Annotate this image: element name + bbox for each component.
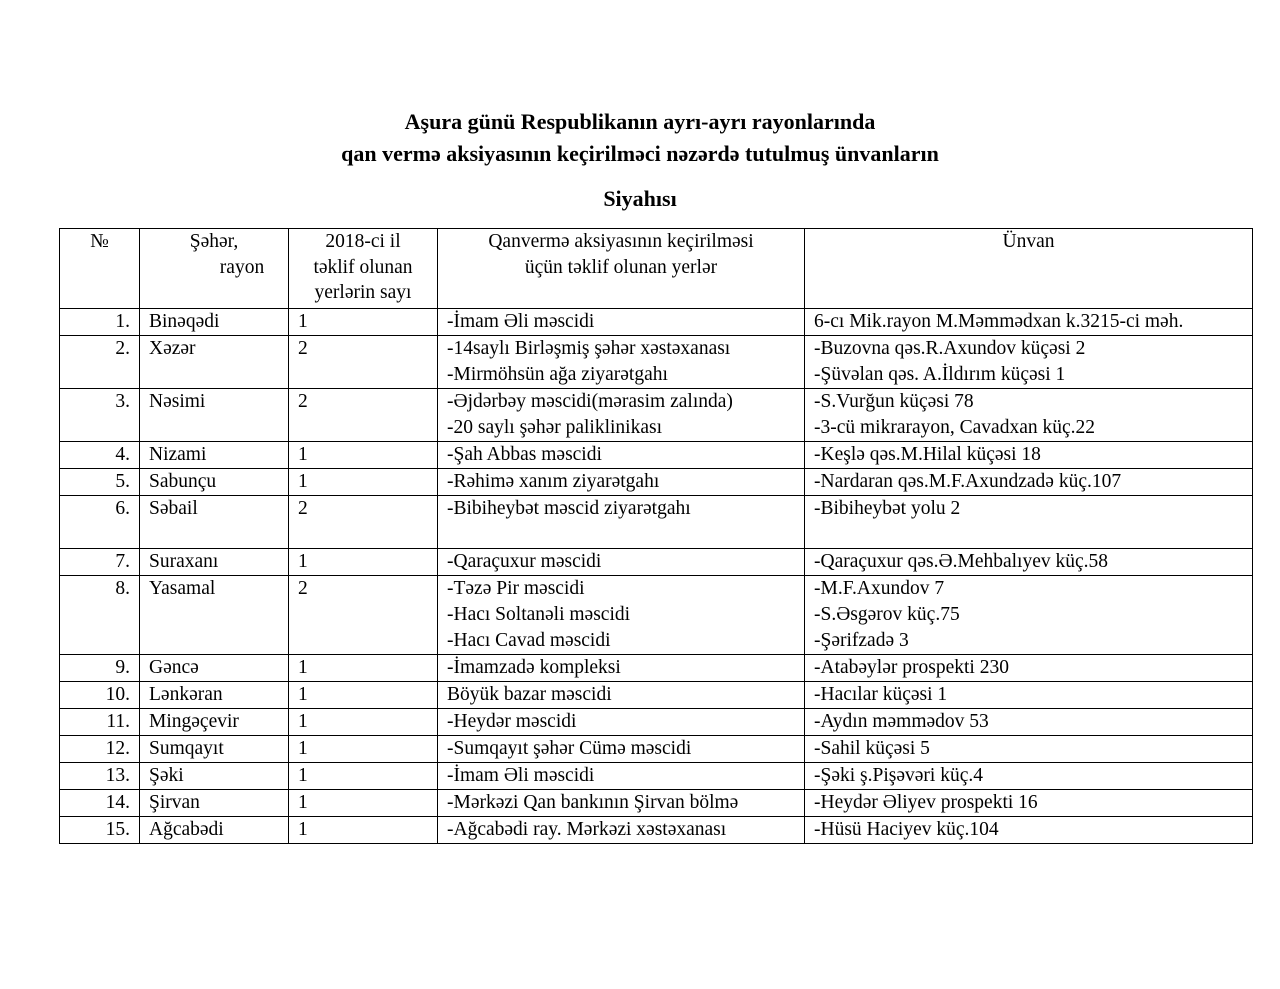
row-places [438, 548, 805, 575]
table-row [60, 335, 1253, 388]
row-number: 4. [60, 441, 140, 468]
row-places [438, 654, 805, 681]
table-row [60, 468, 1253, 495]
row-count: 1 [289, 681, 438, 708]
row-places [438, 308, 805, 335]
row-number: 10. [60, 681, 140, 708]
table-row [60, 308, 1253, 335]
row-places [438, 335, 805, 388]
place-item: -20 saylı şəhər paliklinikası [447, 416, 662, 438]
row-city: Xəzər [140, 335, 289, 388]
row-city: Binəqədi [140, 308, 289, 335]
header-places [438, 229, 805, 309]
row-places [438, 762, 805, 789]
document-heading-list: Siyahısı [603, 186, 677, 211]
row-addresses [805, 681, 1253, 708]
row-number: 12. [60, 735, 140, 762]
row-addresses [805, 308, 1253, 335]
row-city: Suraxanı [140, 548, 289, 575]
address-item: -Aydın məmmədov 53 [814, 710, 989, 732]
row-count: 2 [289, 495, 438, 548]
address-item: -S.Əsgərov küç.75 [814, 603, 960, 625]
row-places [438, 789, 805, 816]
row-addresses [805, 654, 1253, 681]
row-places [438, 575, 805, 654]
row-count: 1 [289, 816, 438, 843]
place-item: -Qaraçuxur məscidi [447, 550, 602, 572]
row-places [438, 735, 805, 762]
row-count: 1 [289, 308, 438, 335]
row-city: Mingəçevir [140, 708, 289, 735]
row-city: Ağcabədi [140, 816, 289, 843]
header-count-line-2: təklif olunan [313, 256, 413, 278]
row-addresses [805, 575, 1253, 654]
header-places-line-2: üçün təklif olunan yerlər [524, 256, 718, 278]
header-count-line-1: 2018-ci il [325, 231, 401, 252]
address-item: -Sahil küçəsi 5 [814, 737, 930, 759]
header-count [289, 229, 438, 309]
table-row [60, 654, 1253, 681]
row-count: 1 [289, 654, 438, 681]
header-city-line-1: Şəhər, [189, 231, 239, 252]
row-number: 15. [60, 816, 140, 843]
row-count: 1 [289, 708, 438, 735]
row-count: 2 [289, 388, 438, 441]
address-item: -Şüvəlan qəs. A.İldırım küçəsi 1 [814, 363, 1066, 385]
place-item: -İmam Əli məscidi [447, 764, 595, 786]
document-title-line-2: qan vermə aksiyasının keçirilməci nəzərdə tutulmuş ünvanların [341, 141, 939, 166]
table-row [60, 681, 1253, 708]
row-addresses [805, 762, 1253, 789]
row-city: Şirvan [140, 789, 289, 816]
row-places [438, 441, 805, 468]
place-item: -Heydər məscidi [447, 710, 577, 732]
row-city: Sumqayıt [140, 735, 289, 762]
address-item: 6-cı Mik.rayon M.Məmmədxan k.3215-ci məh. [814, 310, 1184, 332]
table-row [60, 762, 1253, 789]
row-number: 2. [60, 335, 140, 388]
addresses-table [59, 228, 1253, 844]
row-addresses [805, 548, 1253, 575]
row-city: Sabunçu [140, 468, 289, 495]
table-row [60, 388, 1253, 441]
row-number: 1. [60, 308, 140, 335]
address-item: -Qaraçuxur qəs.Ə.Mehbalıyev küç.58 [814, 550, 1109, 572]
table-header-row [60, 229, 1253, 309]
table-row [60, 789, 1253, 816]
header-count-line-3: yerlərin sayı [314, 282, 412, 303]
row-count: 2 [289, 575, 438, 654]
row-addresses [805, 468, 1253, 495]
address-item: -Keşlə qəs.M.Hilal küçəsi 18 [814, 443, 1041, 465]
place-item: -Mirmöhsün ağa ziyarətgahı [447, 363, 668, 385]
address-item: -Hüsü Haciyev küç.104 [814, 818, 999, 840]
header-address: Ünvan [805, 229, 1253, 309]
address-item: -Nardaran qəs.M.F.Axundzadə küç.107 [814, 470, 1122, 492]
row-city: Gəncə [140, 654, 289, 681]
table-row [60, 708, 1253, 735]
row-city: Lənkəran [140, 681, 289, 708]
header-city-line-2: rayon [219, 256, 265, 278]
place-item: -Bibiheybət məscid ziyarətgahı [447, 497, 691, 519]
address-item: -3-cü mikrarayon, Cavadxan küç.22 [814, 416, 1096, 438]
row-city: Səbail [140, 495, 289, 548]
place-item: -Şah Abbas məscidi [447, 443, 602, 465]
row-addresses [805, 735, 1253, 762]
table-row [60, 816, 1253, 843]
place-item: -14saylı Birləşmiş şəhər xəstəxanası [447, 337, 731, 359]
header-places-line-1: Qanvermə aksiyasının keçirilməsi [488, 231, 754, 252]
address-item: -Atabəylər prospekti 230 [814, 656, 1009, 678]
place-item: -Mərkəzi Qan bankının Şirvan bölmə [447, 791, 739, 813]
row-city: Yasamal [140, 575, 289, 654]
address-item: -Heydər Əliyev prospekti 16 [814, 791, 1038, 813]
header-number: № [60, 229, 140, 309]
row-places [438, 388, 805, 441]
place-item: -İmamzadə kompleksi [447, 656, 621, 678]
row-count: 1 [289, 789, 438, 816]
row-addresses [805, 708, 1253, 735]
place-item: -Təzə Pir məscidi [447, 577, 585, 599]
document-title-line-1: Aşura günü Respublikanın ayrı-ayrı rayonlarında [404, 109, 876, 134]
table-row [60, 441, 1253, 468]
table-row [60, 735, 1253, 762]
address-item: -Buzovna qəs.R.Axundov küçəsi 2 [814, 337, 1086, 359]
header-city [140, 229, 289, 309]
place-item: -Hacı Cavad məscidi [447, 629, 611, 651]
address-item: -S.Vurğun küçəsi 78 [814, 390, 974, 412]
row-addresses [805, 441, 1253, 468]
row-places [438, 708, 805, 735]
place-item: -Rəhimə xanım ziyarətgahı [447, 470, 660, 492]
row-places [438, 816, 805, 843]
row-number: 8. [60, 575, 140, 654]
row-places [438, 468, 805, 495]
row-number: 11. [60, 708, 140, 735]
row-number: 3. [60, 388, 140, 441]
address-item: -Hacılar küçəsi 1 [814, 683, 948, 705]
place-item: -Ağcabədi ray. Mərkəzi xəstəxanası [447, 818, 727, 840]
row-city: Şəki [140, 762, 289, 789]
place-item: -Əjdərbəy məscidi(mərasim zalında) [447, 390, 733, 412]
row-number: 9. [60, 654, 140, 681]
address-item: -Bibiheybət yolu 2 [814, 497, 961, 519]
row-number: 13. [60, 762, 140, 789]
row-number: 6. [60, 495, 140, 548]
row-addresses [805, 495, 1253, 548]
row-city: Nəsimi [140, 388, 289, 441]
row-addresses [805, 789, 1253, 816]
row-count: 1 [289, 548, 438, 575]
row-count: 1 [289, 762, 438, 789]
row-number: 14. [60, 789, 140, 816]
row-places [438, 681, 805, 708]
row-count: 2 [289, 335, 438, 388]
row-number: 5. [60, 468, 140, 495]
row-number: 7. [60, 548, 140, 575]
table-row [60, 575, 1253, 654]
table-row [60, 548, 1253, 575]
row-addresses [805, 816, 1253, 843]
place-item: -İmam Əli məscidi [447, 310, 595, 332]
address-item: -M.F.Axundov 7 [814, 577, 945, 599]
place-item: -Hacı Soltanəli məscidi [447, 603, 631, 625]
address-item: -Şərifzadə 3 [814, 629, 909, 651]
row-count: 1 [289, 441, 438, 468]
row-places [438, 495, 805, 548]
row-addresses [805, 388, 1253, 441]
row-count: 1 [289, 468, 438, 495]
row-addresses [805, 335, 1253, 388]
row-count: 1 [289, 735, 438, 762]
row-city: Nizami [140, 441, 289, 468]
place-item: Böyük bazar məscidi [447, 683, 612, 705]
place-item: -Sumqayıt şəhər Cümə məscidi [447, 737, 692, 759]
address-item: -Şəki ş.Pişəvəri küç.4 [814, 764, 983, 786]
table-row [60, 495, 1253, 548]
